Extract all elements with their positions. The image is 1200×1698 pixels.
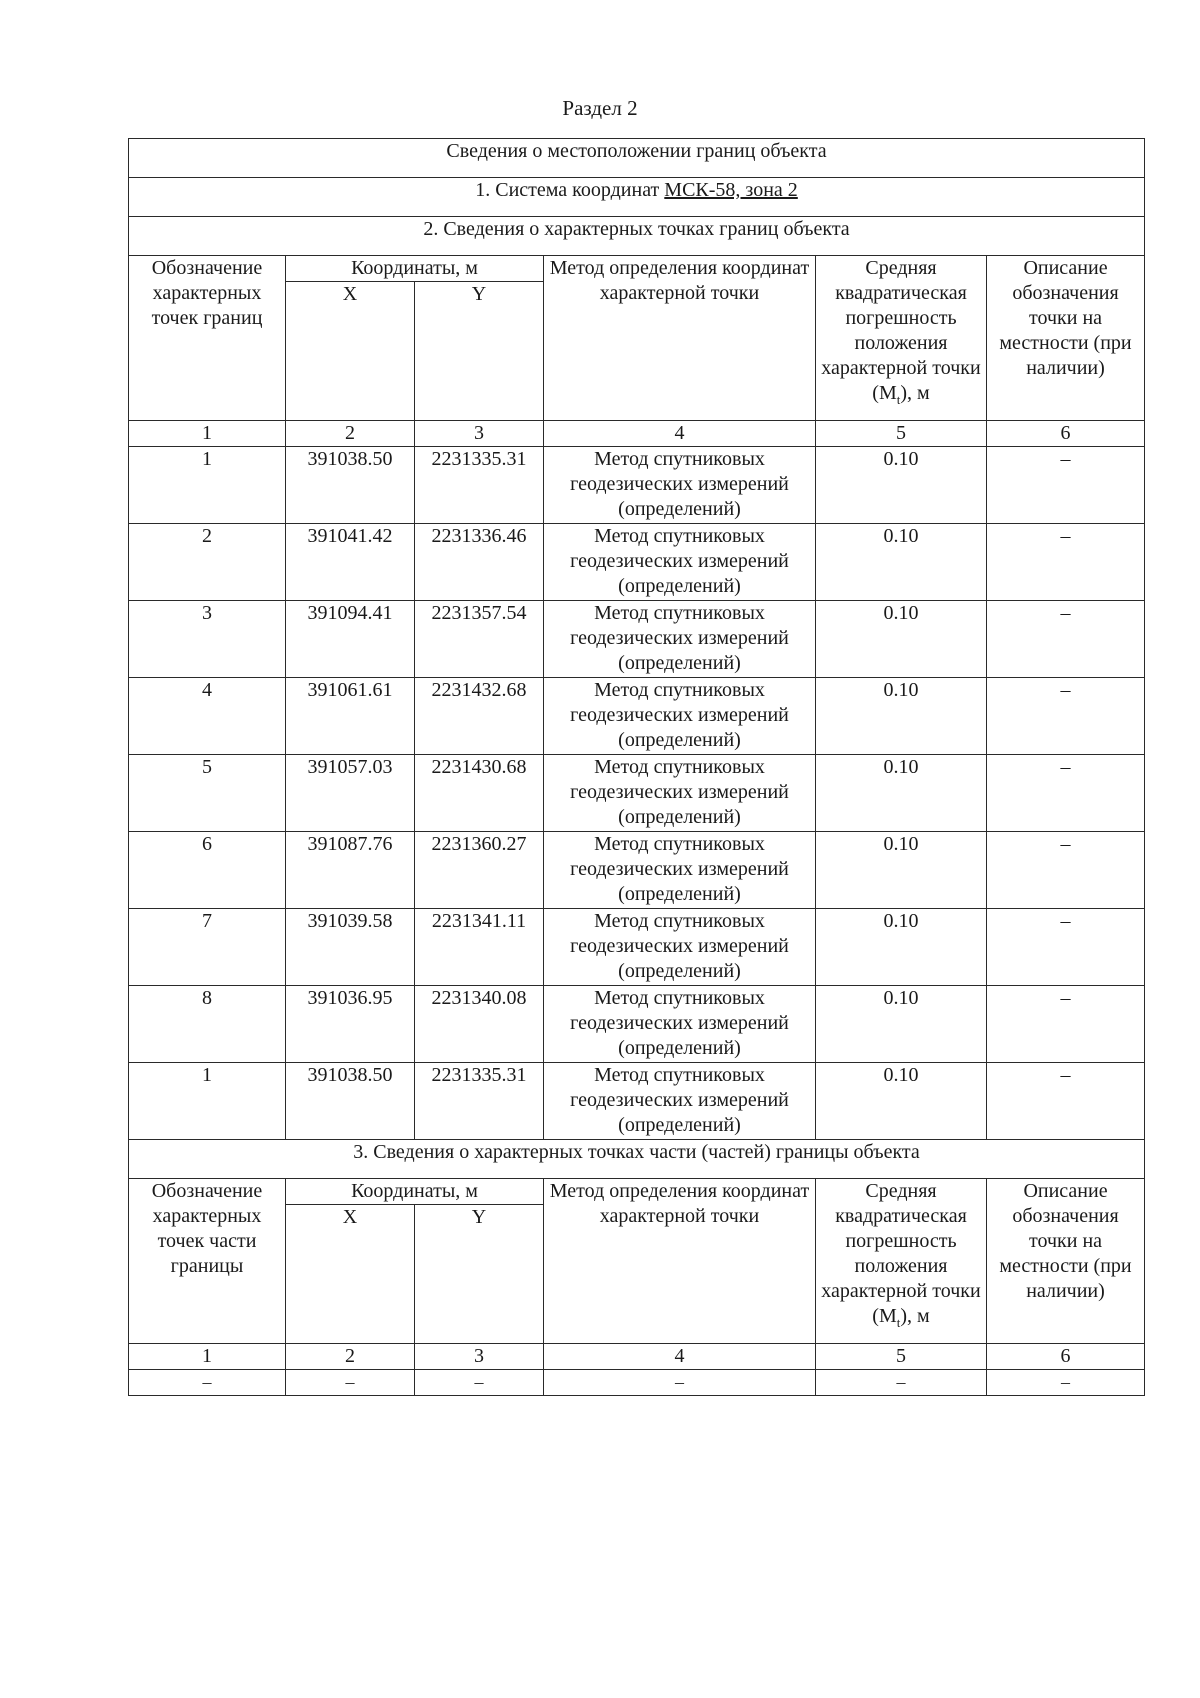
cell-point: 5 [129, 755, 286, 832]
cell-desc: – [987, 909, 1145, 986]
cell-error: 0.10 [816, 909, 987, 986]
cell-y: 2231336.46 [415, 524, 544, 601]
column-number-3: 3 [415, 1344, 544, 1370]
cell-point: – [129, 1370, 286, 1396]
cell-desc: – [987, 447, 1145, 524]
coord-system-row [129, 178, 1145, 217]
part2-title: 2. Сведения о характерных точках границ объекта [129, 217, 1145, 256]
cell-y: 2231430.68 [415, 755, 544, 832]
cell-desc: – [987, 524, 1145, 601]
cell-y: 2231341.11 [415, 909, 544, 986]
section-title: Раздел 2 [562, 96, 638, 120]
cell-error: – [816, 1370, 987, 1396]
cell-x: 391039.58 [286, 909, 415, 986]
column-number-6: 6 [987, 421, 1145, 447]
cell-method: Метод спутниковых геодезических измерений (определений) [544, 524, 816, 601]
header-designation: Обозначение характерных точек границ [129, 256, 286, 421]
column-number-1: 1 [129, 421, 286, 447]
part3-title: 3. Сведения о характерных точках части (частей) границы объекта [129, 1140, 1145, 1179]
header-designation-part: Обозначение характерных точек части границы [129, 1179, 286, 1344]
table-row [129, 1063, 1145, 1140]
cell-point: 2 [129, 524, 286, 601]
header-y: Y [415, 1205, 544, 1344]
cell-y: 2231335.31 [415, 447, 544, 524]
cell-method: Метод спутниковых геодезических измерений (определений) [544, 601, 816, 678]
header-coords: Координаты, м [286, 256, 544, 282]
cell-x: 391041.42 [286, 524, 415, 601]
column-numbers-row [129, 421, 1145, 447]
cell-method: Метод спутниковых геодезических измерений (определений) [544, 986, 816, 1063]
header-method: Метод определения координат характерной точки [544, 1179, 816, 1344]
cell-method: Метод спутниковых геодезических измерений (определений) [544, 1063, 816, 1140]
cell-point: 1 [129, 1063, 286, 1140]
cell-x: 391057.03 [286, 755, 415, 832]
header-description: Описание обозначения точки на местности (при наличии) [987, 1179, 1145, 1344]
cell-point: 8 [129, 986, 286, 1063]
header-error: Средняя квадратическая погрешность положения характерной точки $(M_t)$, м [816, 1179, 987, 1344]
cell-point: 3 [129, 601, 286, 678]
table-row [129, 909, 1145, 986]
coord-system-value: МСК-58, зона 2 [664, 179, 798, 201]
cell-x: 391094.41 [286, 601, 415, 678]
cell-method: Метод спутниковых геодезических измерений (определений) [544, 909, 816, 986]
header-method: Метод определения координат характерной точки [544, 256, 816, 421]
column-number-1: 1 [129, 1344, 286, 1370]
cell-error: 0.10 [816, 986, 987, 1063]
table-row [129, 601, 1145, 678]
coord-system-prefix: 1. Система координат [475, 179, 665, 201]
header-x: X [286, 1205, 415, 1344]
table-row [129, 755, 1145, 832]
column-number-5: 5 [816, 1344, 987, 1370]
cell-desc: – [987, 986, 1145, 1063]
table-row [129, 447, 1145, 524]
column-number-4: 4 [544, 1344, 816, 1370]
boundary-table [128, 138, 1145, 1396]
header-error: Средняя квадратическая погрешность положения характерной точки $(M_t)$, м [816, 256, 987, 421]
column-number-4: 4 [544, 421, 816, 447]
cell-y: 2231340.08 [415, 986, 544, 1063]
table-row [129, 524, 1145, 601]
cell-error: 0.10 [816, 1063, 987, 1140]
column-number-2: 2 [286, 421, 415, 447]
header-x: X [286, 282, 415, 421]
cell-method: Метод спутниковых геодезических измерений (определений) [544, 755, 816, 832]
cell-point: 4 [129, 678, 286, 755]
table-row [129, 986, 1145, 1063]
table-row [129, 678, 1145, 755]
table-row [129, 832, 1145, 909]
column-number-2: 2 [286, 1344, 415, 1370]
cell-error: 0.10 [816, 447, 987, 524]
cell-desc: – [987, 1370, 1145, 1396]
cell-desc: – [987, 678, 1145, 755]
cell-y: – [415, 1370, 544, 1396]
cell-x: 391036.95 [286, 986, 415, 1063]
cell-x: – [286, 1370, 415, 1396]
column-number-6: 6 [987, 1344, 1145, 1370]
cell-x: 391087.76 [286, 832, 415, 909]
header-y: Y [415, 282, 544, 421]
cell-point: 7 [129, 909, 286, 986]
cell-desc: – [987, 832, 1145, 909]
cell-x: 391061.61 [286, 678, 415, 755]
cell-method: Метод спутниковых геодезических измерений (определений) [544, 678, 816, 755]
cell-y: 2231360.27 [415, 832, 544, 909]
column-number-5: 5 [816, 421, 987, 447]
cell-y: 2231432.68 [415, 678, 544, 755]
cell-error: 0.10 [816, 678, 987, 755]
table-caption: Сведения о местоположении границ объекта [129, 139, 1145, 178]
cell-y: 2231357.54 [415, 601, 544, 678]
cell-desc: – [987, 1063, 1145, 1140]
cell-desc: – [987, 755, 1145, 832]
cell-error: 0.10 [816, 524, 987, 601]
header-coords: Координаты, м [286, 1179, 544, 1205]
cell-method: Метод спутниковых геодезических измерений (определений) [544, 832, 816, 909]
header-description: Описание обозначения точки на местности (при наличии) [987, 256, 1145, 421]
cell-point: 6 [129, 832, 286, 909]
cell-x: 391038.50 [286, 1063, 415, 1140]
cell-method: Метод спутниковых геодезических измерений (определений) [544, 447, 816, 524]
cell-method: – [544, 1370, 816, 1396]
table-row [129, 1370, 1145, 1396]
cell-error: 0.10 [816, 601, 987, 678]
cell-point: 1 [129, 447, 286, 524]
cell-error: 0.10 [816, 832, 987, 909]
cell-error: 0.10 [816, 755, 987, 832]
cell-x: 391038.50 [286, 447, 415, 524]
column-numbers-row [129, 1344, 1145, 1370]
cell-desc: – [987, 601, 1145, 678]
column-number-3: 3 [415, 421, 544, 447]
cell-y: 2231335.31 [415, 1063, 544, 1140]
